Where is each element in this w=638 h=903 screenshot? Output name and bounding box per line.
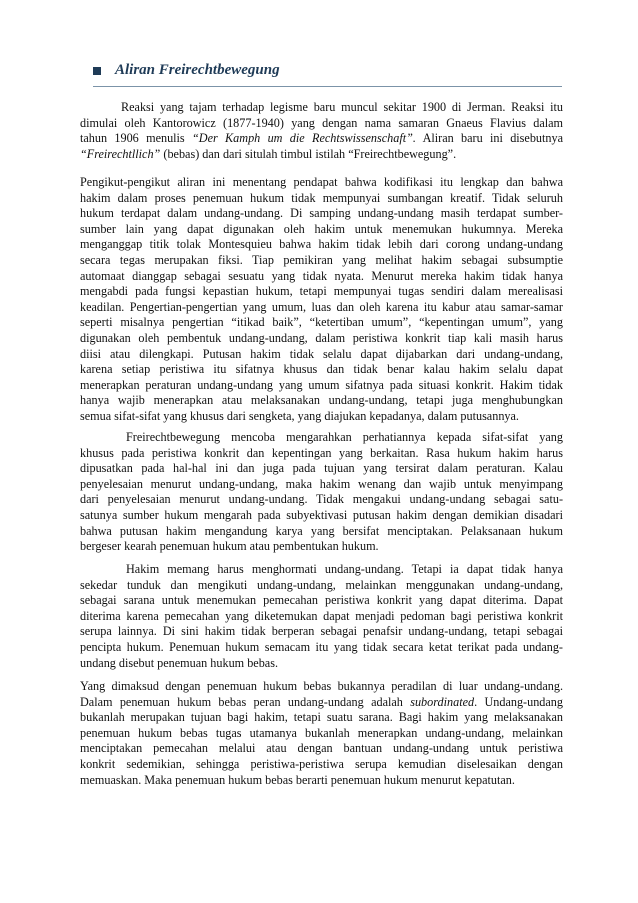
text-line: digunakan oleh pembentuk undang-undang, dalam peristiwa konkrit tiap kali masih harus [80, 330, 563, 345]
text-line: bukanlah merupakan tujuan bagi hakim, tetapi suatu sarana. Bagi hakim yang melaksanakan [80, 710, 563, 725]
text-line: khusus pada peristiwa konkrit dan kepentingan yang berkaitan. Rasa hukum hakim harus [80, 445, 563, 460]
paragraph-2 [80, 175, 563, 425]
text-line: serupa lainnya. Di sini hakim tidak berperan sebagai penafsir undang-undang, tetapi sebagai [80, 624, 563, 639]
text-line: penemuan hukum bebas tugas utamanya bukanlah menerapkan undang-undang, melainkan [80, 725, 563, 740]
text-line: automaat dianggap sebagai sesuatu yang tidak nyata. Menurut mereka hakim tidak hanya [80, 268, 563, 283]
text-line: pencipta hukum. Penemuan hukum semacam itu yang tidak secara ketat terikat pada undang- [80, 639, 563, 654]
text-line: bergeser kearah penemuan hukum atau pembentukan hukum. [80, 539, 379, 554]
text-line: Freirechtbewegung mencoba mengarahkan perhatiannya kepada sifat-sifat yang [126, 430, 563, 444]
text-line: karena setiap peristiwa itu sifatnya khusus dan tidak benar kalau hakim selalu dapat [80, 362, 563, 377]
text-line: Reaksi yang tajam terhadap legisme baru muncul sekitar 1900 di Jerman. Reaksi itu [121, 100, 563, 114]
text-line: menerapkan peraturan undang-undang yang umum sifatnya pada situasi konkrit. Hakim tidak [80, 377, 563, 392]
text-line: keadilan. Pengertian-pengertian yang umum, luas dan oleh karena itu kabur atau samar-samar [80, 299, 563, 314]
text-segment: tahun 1906 menulis [80, 131, 192, 146]
text-line: memuaskan. Maka penemuan hukum bebas berarti penemuan hukum menurut kepatutan. [80, 772, 515, 787]
text-line: hukum terdapat dalam undang-undang. Di samping undang-undang masih terdapat sumber- [80, 206, 563, 221]
section-heading [93, 60, 562, 87]
text-line: Hakim memang harus menghormati undang-undang. Tetapi ia dapat tidak hanya [126, 562, 563, 576]
text-line: penyelesaian menurut undang-undang, maka hakim wenang dan wajib untuk menyimpang [80, 476, 563, 491]
text-line: Pengikut-pengikut aliran ini menentang pendapat bahwa kodifikasi itu lengkap dan bahwa [80, 175, 563, 189]
text-line: bahwa putusan hakim mengandung karya yang bersifat menciptakan. Pelaksanaan hukum [80, 523, 563, 538]
text-line: mengabdi pada fungsi kepastian hukum, tetapi mempunyai tugas sendiri dalam merealisasi [80, 284, 563, 299]
italic-text-segment: “Der Kamph um die Rechtswissenschaft”. [192, 131, 416, 146]
text-line: sebagai sarana untuk menemukan pemecahan peristiwa konkrit yang dapat diterima. Dapat [80, 593, 563, 608]
text-line: undang disebut penemuan hukum bebas. [80, 655, 279, 670]
text-line: konkrit sedemikian, sehingga peristiwa-peristiwa serupa kemudian diselesaikan dengan [80, 756, 563, 771]
text-line: sekedar tunduk dan mengikuti undang-undang, melainkan menggunakan undang-undang, [80, 577, 563, 592]
text-line: menciptakan pemecahan melalui atau dengan bantuan undang-undang untuk peristiwa [80, 741, 563, 756]
text-line: diisi atau dilengkapi. Putusan hakim tidak selalu dapat dijabarkan dari undang-undang, [80, 346, 563, 361]
text-line: Yang dimaksud dengan penemuan hukum bebas bukannya peradilan di luar undang-undang. [80, 679, 563, 693]
text-line: menganggap titik tolak Montesquieu bahwa hakim tidak lebih dari corong undang-undang [80, 237, 563, 252]
text-line: hakim dalam proses penemuan hukum tidak mempunyai sumbangan kreatif. Tidak seluruh [80, 190, 563, 205]
paragraph-1 [80, 100, 563, 162]
text-line: hanya wajib menerapkan atau melaksanakan undang-undang, tetapi juga menghubungkan [80, 393, 563, 408]
text-line: seperti misalnya pengertian “itikad baik”, “ketertiban umum”, “kepentingan umum”, yang [80, 315, 563, 330]
text-line [80, 695, 563, 711]
text-line: diterima karena pemecahan yang diketemukan dapat menjadi pedoman bagi peristiwa konkrit [80, 608, 563, 623]
text-line [80, 147, 563, 163]
text-segment: Aliran baru ini disebutnya [415, 131, 563, 146]
text-line: semua sifat-sifat yang khusus dari sengketa, yang diajukan kepadanya, dalam putusannya. [80, 408, 519, 423]
paragraph-3 [80, 430, 563, 555]
section-title: Aliran Freirechtbewegung [115, 62, 280, 78]
text-segment: Dalam penemuan hukum bebas peran undang-undang adalah [80, 694, 411, 709]
paragraph-5 [80, 679, 563, 788]
text-segment: (bebas) dan dari situlah timbul istilah “Freirechtbewegung”. [160, 146, 457, 161]
paragraph-4 [80, 562, 563, 671]
text-line: satunya sumber hukum mengarah pada subyektivasi putusan hakim dengan demikian disadari [80, 507, 563, 522]
text-line: secara tegas merupakan fiksi. Tiap pemikiran yang melihat hakim sebagai subsumptie [80, 252, 563, 267]
italic-text-segment: subordinated [410, 694, 475, 709]
text-line [80, 131, 563, 147]
text-line: dipusatkan pada hal-hal ini dan juga pada tujuan yang tersirat dalam peraturan. Kalau [80, 461, 563, 476]
text-line: sumber lain yang dapat digunakan oleh hakim untuk menemukan hukumnya. Mereka [80, 221, 563, 236]
italic-text-segment: “Freirechtllich” [80, 146, 161, 161]
text-line: dimulai oleh Kantorowicz (1877-1940) yang dengan nama samaran Gnaeus Flavius dalam [80, 115, 563, 130]
text-segment: . Undang-undang [474, 694, 563, 709]
text-line: dari penyelesaian menurut undang-undang. Tidak mengakui undang-undang sebagai satu- [80, 492, 563, 507]
square-bullet-icon [93, 67, 101, 75]
